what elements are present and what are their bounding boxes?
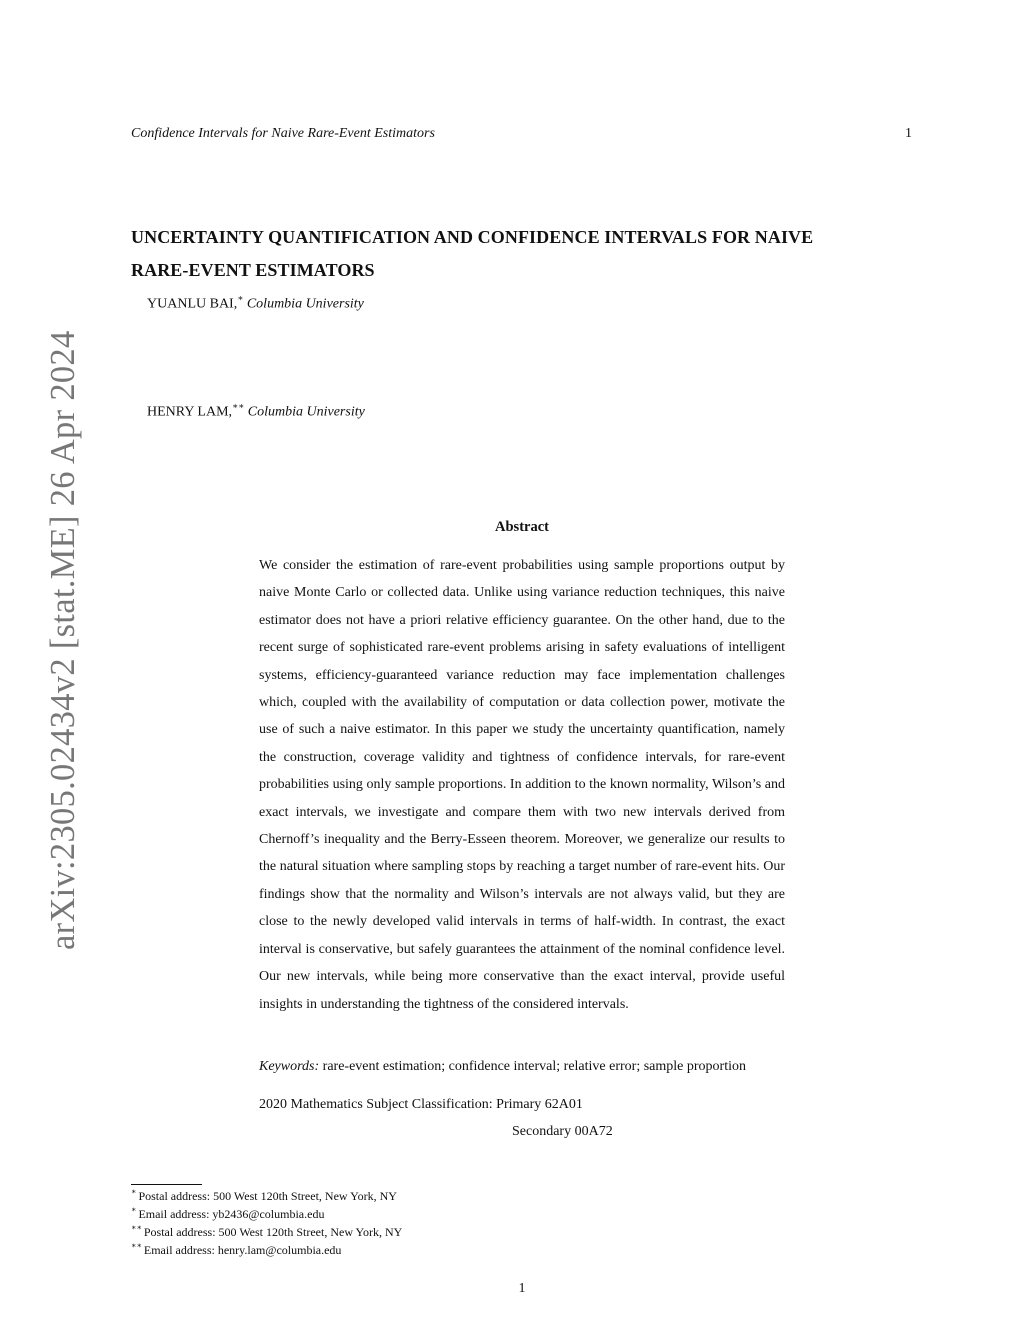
author-1-marker: ∗ <box>237 293 244 303</box>
author-2-marker: ∗∗ <box>232 401 245 411</box>
footnote-marker: ∗∗ <box>131 1223 142 1232</box>
footnote <box>131 1188 397 1204</box>
author-2 <box>147 402 365 421</box>
footnote <box>131 1206 324 1222</box>
author-1-name: YUANLU BAI, <box>147 296 238 312</box>
footnote-text: Email address: henry.lam@columbia.edu <box>143 1243 342 1257</box>
arxiv-stamp: arXiv:2305.02434v2 [stat.ME] 26 Apr 2024 <box>44 330 82 950</box>
abstract-heading: Abstract <box>495 519 549 535</box>
running-title: Confidence Intervals for Naive Rare-Event Estimators <box>131 126 435 141</box>
footnote <box>131 1242 341 1258</box>
author-1 <box>147 294 364 313</box>
keywords-label: Keywords: <box>259 1059 320 1074</box>
page-number-bottom: 1 <box>518 1281 526 1296</box>
footnote-text: Email address: yb2436@columbia.edu <box>138 1207 325 1221</box>
paper-title: UNCERTAINTY QUANTIFICATION AND CONFIDENCE INTERVALS FOR NAIVE RARE-EVENT ESTIMATORS <box>131 227 814 280</box>
footnote-text: Postal address: 500 West 120th Street, New York, NY <box>143 1225 403 1239</box>
msc-secondary: Secondary 00A72 <box>512 1124 613 1139</box>
msc-primary: 2020 Mathematics Subject Classification: Primary 62A01 <box>259 1097 583 1112</box>
author-1-affiliation: Columbia University <box>246 296 364 312</box>
footnote-marker: ∗∗ <box>131 1241 142 1250</box>
footnote-text: Postal address: 500 West 120th Street, New York, NY <box>138 1189 397 1203</box>
abstract-body: We consider the estimation of rare-event probabilities using sample proportions output by naive Monte Carlo or collected data. Unlike using variance reduction techniques, this naive estimator does not have a priori relative efficiency guarantee. On the other hand, due to the recent surge of sophisticated rare-event problems arising in safety evaluations of intelligent systems, efficiency-guaranteed variance reduction may face implementation challenges which, coupled with the availability of computation or data collection power, motivate the use of such a naive estimator. In this paper we study the uncertainty quantification, namely the construction, coverage validity and tightness of confidence intervals, for rare-event probabilities using only sample proportions. In addition to the known normality, Wilson’s and exact intervals, we investigate and compare them with two new intervals derived from Chernoff’s inequality and the Berry-Esseen theorem. Moreover, we generalize our results to the natural situation where sampling stops by reaching a target number of rare-event hits. Our findings show that the normality and Wilson’s intervals are not always valid, but they are close to the newly developed valid intervals in terms of half-width. In contrast, the exact interval is conservative, but safely guarantees the attainment of the nominal confidence level. Our new intervals, while being more conservative than the exact interval, provide useful insights in understanding the tightness of the considered intervals. <box>259 558 785 1012</box>
author-2-name: HENRY LAM, <box>147 404 233 420</box>
footnote-marker: ∗ <box>131 1187 137 1196</box>
page-number-top: 1 <box>905 126 912 141</box>
footnote-rule <box>131 1184 202 1185</box>
footnote-marker: ∗ <box>131 1205 137 1214</box>
keywords <box>259 1059 819 1075</box>
keywords-text: rare-event estimation; confidence interval; relative error; sample proportion <box>322 1059 746 1074</box>
author-2-affiliation: Columbia University <box>247 404 365 420</box>
footnote <box>131 1224 402 1240</box>
